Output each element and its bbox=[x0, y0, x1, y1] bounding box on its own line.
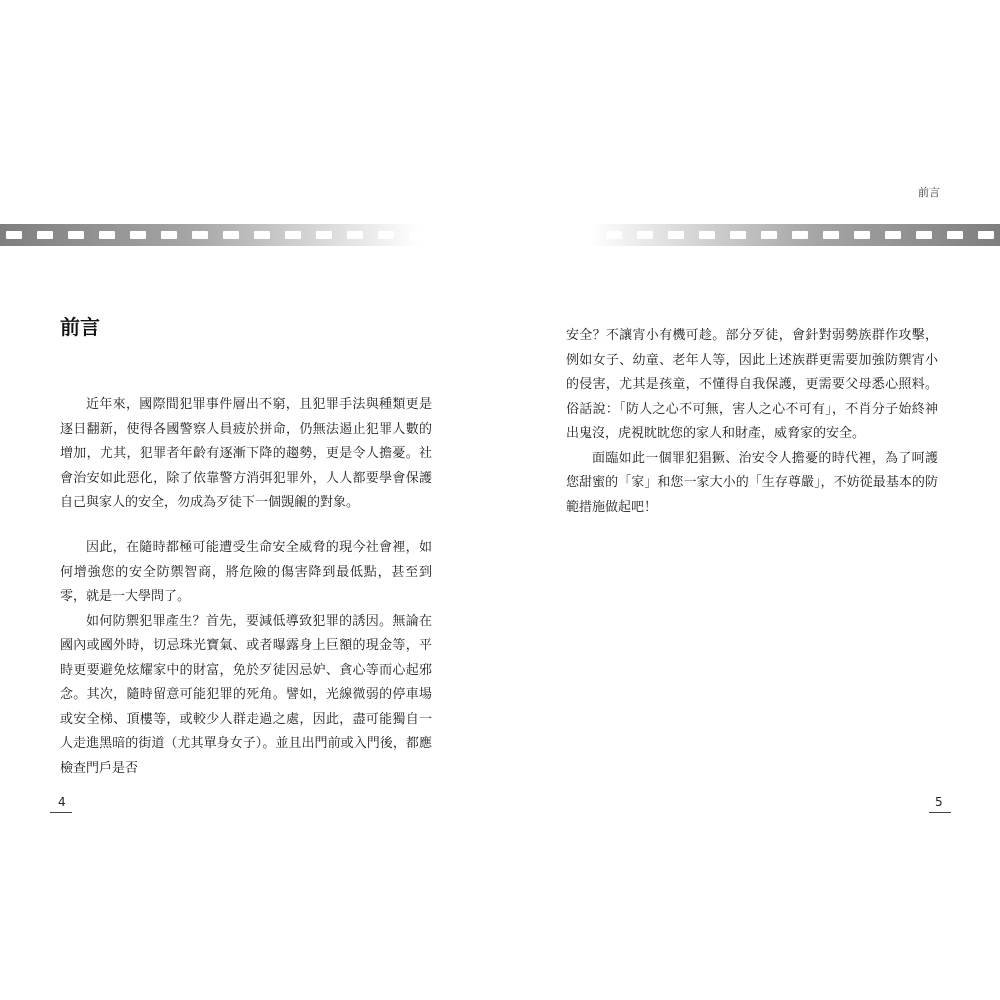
footer-rule-right bbox=[929, 812, 951, 813]
left-page-text-block-1 bbox=[60, 393, 432, 516]
chapter-title: 前言 bbox=[60, 315, 100, 339]
footer-rule-left bbox=[50, 812, 72, 813]
page-number-right: 5 bbox=[935, 795, 943, 809]
paragraph: 因此，在隨時都極可能遭受生命安全威脅的現今社會裡，如何增強您的安全防禦智商，將危險的傷害降到最低點，甚至到零，就是一大學問了。 bbox=[60, 540, 432, 604]
right-page-text-block bbox=[566, 324, 938, 520]
film-strip-left-decoration bbox=[0, 224, 420, 246]
left-page-text-block-2 bbox=[60, 536, 432, 781]
film-strip-right-decoration bbox=[590, 224, 1000, 246]
paragraph: 面臨如此一個罪犯猖獗、治安令人擔憂的時代裡，為了呵護您甜蜜的「家」和您一家大小的「生存尊嚴」，不妨從最基本的防範措施做起吧！ bbox=[566, 450, 938, 515]
running-header: 前言 bbox=[918, 186, 940, 199]
paragraph: 安全？不讓宵小有機可趁。部分歹徒，會針對弱勢族群作攻擊，例如女子、幼童、老年人等，因此上述族群更需要加強防禦宵小的侵害，尤其是孩童，不懂得自我保護，更需要父母悉心照料。俗話說：「防人之心不可無，害人之心不可有」，不肖分子始終神出鬼沒，虎視眈眈您的家人和財產，威脅家的安全。 bbox=[566, 328, 938, 441]
paragraph: 如何防禦犯罪產生？首先，要減低導致犯罪的誘因。無論在國內或國外時，切忌珠光寶氣、或者曝露身上巨額的現金等，平時更要避免炫耀家中的財富，免於歹徒因忌妒、貪心等而心起邪念。其次，隨時留意可能犯罪的死角。譬如，光線微弱的停車場或安全梯、頂樓等，或較少人群走過之處，因此，盡可能獨自一人走進黑暗的街道（尤其單身女子）。並且出門前或入門後，都應檢查門戶是否 bbox=[60, 613, 432, 776]
page-number-left: 4 bbox=[58, 795, 66, 809]
paragraph: 近年來，國際間犯罪事件層出不窮，且犯罪手法與種類更是逐日翻新，使得各國警察人員疲於拼命，仍無法遏止犯罪人數的增加，尤其，犯罪者年齡有逐漸下降的趨勢，更是令人擔憂。社會治安如此惡化，除了依靠警方消弭犯罪外，人人都要學會保護自己與家人的安全，勿成為歹徒下一個覬覦的對象。 bbox=[60, 397, 432, 510]
